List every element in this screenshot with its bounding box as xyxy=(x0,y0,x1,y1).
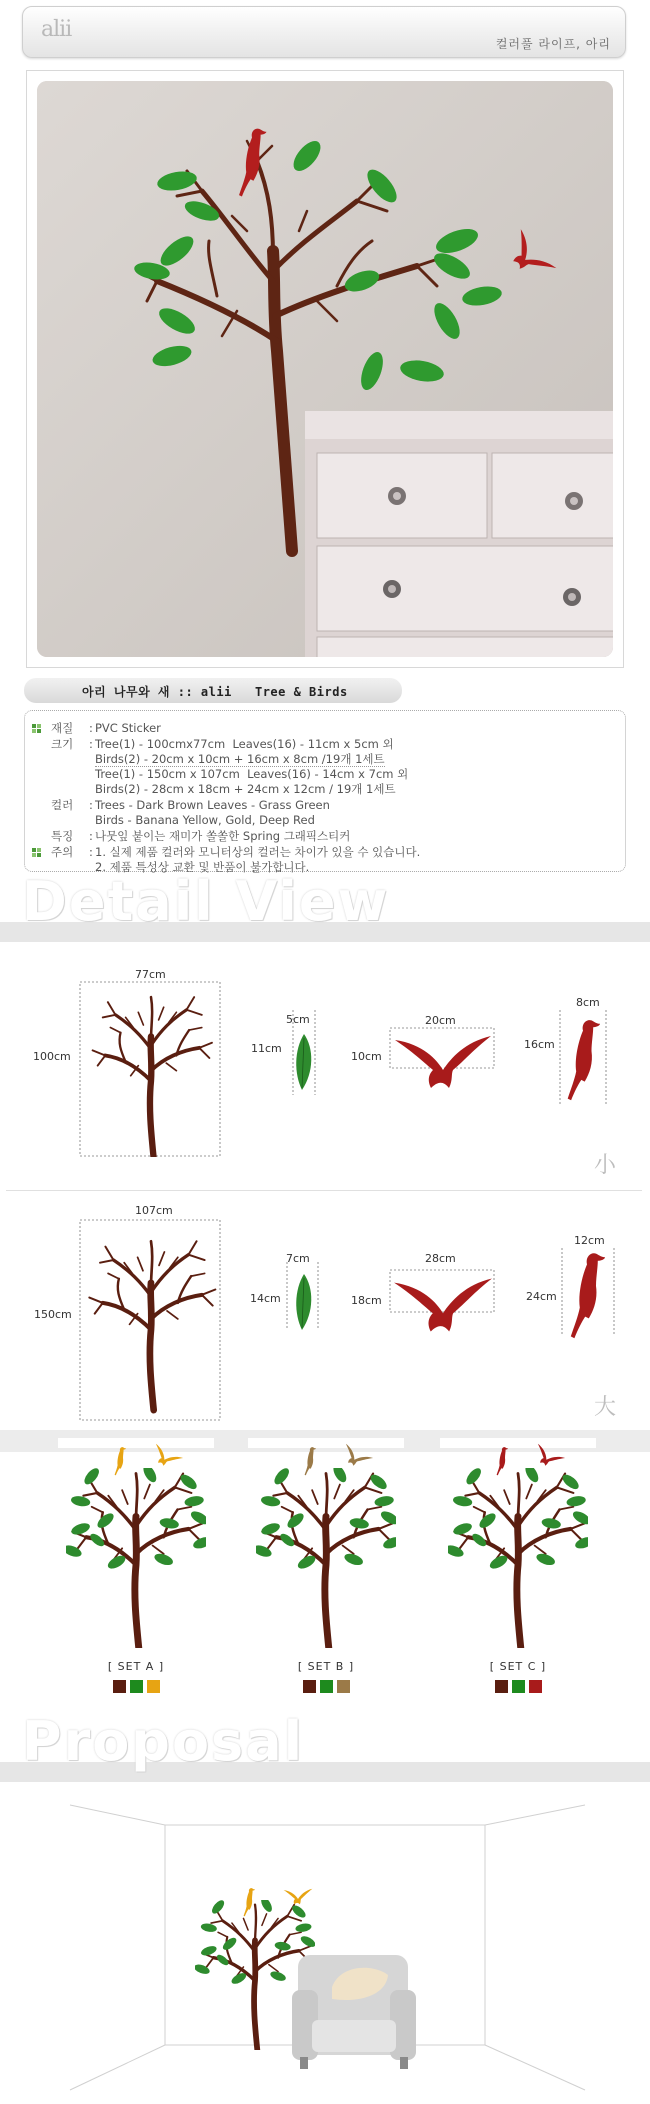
large-bird1-width: 28cm xyxy=(425,1252,456,1265)
spec-row xyxy=(25,737,621,797)
spec-value: 1. 실제 제품 컬러와 모니터상의 컬러는 차이가 있을 수 있습니다. xyxy=(95,845,421,859)
armchair-icon xyxy=(292,1955,416,2069)
color-swatch xyxy=(495,1680,508,1693)
large-bird2-height: 24cm xyxy=(526,1290,557,1303)
large-leaf-width: 7cm xyxy=(286,1252,310,1265)
spec-colon: : xyxy=(89,721,93,735)
spec-colon: : xyxy=(89,845,93,859)
tree-icon xyxy=(93,997,212,1157)
small-tree-height: 100cm xyxy=(33,1050,71,1063)
spec-label: 크기 xyxy=(51,737,74,751)
spec-value: PVC Sticker xyxy=(95,721,161,735)
small-bird1-height: 10cm xyxy=(351,1050,382,1063)
small-bird1-width: 20cm xyxy=(425,1014,456,1027)
set-label: [ SET A ] xyxy=(107,1660,165,1673)
set-card[interactable] xyxy=(58,1438,214,1698)
color-sets xyxy=(0,1438,650,1708)
spec-value: 2. 제품 특성상 교환 및 반품이 불가합니다. xyxy=(95,860,310,874)
spec-label: 컬러 xyxy=(51,798,74,812)
proposal-room-illustration xyxy=(0,1795,650,2100)
large-bird1-height: 18cm xyxy=(351,1294,382,1307)
set-tree-illustration xyxy=(248,1438,404,1653)
large-bird2-width: 12cm xyxy=(574,1234,605,1247)
color-swatch xyxy=(303,1680,316,1693)
spec-value: 나뭇잎 붙이는 재미가 쏠쏠한 Spring 그래픽스티커 xyxy=(95,829,351,843)
set-tree-illustration xyxy=(440,1438,596,1653)
leaf-icon xyxy=(296,1274,311,1330)
small-tree-width: 77cm xyxy=(135,968,166,981)
color-swatches xyxy=(440,1678,596,1697)
detail-section-title: Detail View xyxy=(22,870,390,933)
detail-large-diagram xyxy=(0,1200,650,1430)
spec-row xyxy=(25,798,621,828)
large-tree-height: 150cm xyxy=(34,1308,72,1321)
spec-label: 재질 xyxy=(51,721,74,735)
color-swatch xyxy=(320,1680,333,1693)
proposal-section-title: Proposal xyxy=(22,1710,305,1773)
color-swatch xyxy=(529,1680,542,1693)
spec-value: Birds(2) - 20cm x 10cm + 16cm x 8cm /19개 1세트 xyxy=(95,752,385,766)
spec-value: Tree(1) - 100cmx77cm Leaves(16) - 11cm x 5cm 외 xyxy=(95,737,394,751)
bird-icon xyxy=(571,1253,605,1338)
spec-value: Trees - Dark Brown Leaves - Grass Green xyxy=(95,798,330,812)
spec-row xyxy=(25,721,621,736)
set-card[interactable] xyxy=(248,1438,404,1698)
spec-value: Tree(1) - 150cm x 107cm Leaves(16) - 14cm x 7cm 외 xyxy=(95,767,409,781)
set-label: [ SET B ] xyxy=(297,1660,355,1673)
color-swatch xyxy=(113,1680,126,1693)
set-tree-illustration xyxy=(58,1438,214,1653)
color-swatches xyxy=(58,1678,214,1697)
brand-logo[interactable]: alii xyxy=(41,17,72,42)
set-label: [ SET C ] xyxy=(489,1660,547,1673)
color-swatch xyxy=(147,1680,160,1693)
bird-icon xyxy=(394,1279,492,1332)
spec-colon: : xyxy=(89,737,93,751)
spec-colon: : xyxy=(89,798,93,812)
detail-large xyxy=(0,1200,650,1430)
small-bird2-width: 8cm xyxy=(576,996,600,1009)
spec-row xyxy=(25,829,621,844)
spec-colon: : xyxy=(89,829,93,843)
color-swatches xyxy=(248,1678,404,1697)
large-tree-width: 107cm xyxy=(135,1204,173,1217)
detail-small xyxy=(0,950,650,1190)
bird-icon xyxy=(568,1020,600,1100)
size-large-label: 大 xyxy=(594,1395,617,1420)
room-scene-illustration xyxy=(37,81,613,657)
bullet-icon xyxy=(32,848,41,857)
product-photo-frame xyxy=(26,70,624,668)
leaf-icon xyxy=(296,1034,311,1090)
product-title: 아리 나무와 새 :: alii Tree & Birds xyxy=(82,685,348,699)
bird-icon xyxy=(395,1036,491,1088)
divider xyxy=(6,1190,642,1191)
header-bar xyxy=(22,6,626,58)
small-leaf-height: 11cm xyxy=(251,1042,282,1055)
color-swatch xyxy=(337,1680,350,1693)
large-leaf-height: 14cm xyxy=(250,1292,281,1305)
spec-label: 주의 xyxy=(51,845,74,859)
product-title-bar xyxy=(24,678,402,703)
spec-value: Birds - Banana Yellow, Gold, Deep Red xyxy=(95,813,315,827)
product-photo xyxy=(37,81,613,657)
bird-icon xyxy=(244,1888,255,1916)
spec-label: 특징 xyxy=(51,829,74,843)
small-bird2-height: 16cm xyxy=(524,1038,555,1051)
size-small-label: 小 xyxy=(594,1153,617,1178)
brand-tagline: 컬러풀 라이프, 아리 xyxy=(495,37,611,51)
spec-box xyxy=(24,710,626,872)
set-card[interactable] xyxy=(440,1438,596,1698)
small-leaf-width: 5cm xyxy=(286,1013,310,1026)
color-swatch xyxy=(130,1680,143,1693)
tree-icon xyxy=(89,1241,215,1410)
proposal-room xyxy=(0,1795,650,2100)
detail-small-diagram xyxy=(0,950,650,1190)
spec-value: Birds(2) - 28cm x 18cm + 24cm x 12cm / 19개 1세트 xyxy=(95,782,396,796)
bird-icon xyxy=(284,1889,313,1905)
color-swatch xyxy=(512,1680,525,1693)
bullet-icon xyxy=(32,724,41,733)
